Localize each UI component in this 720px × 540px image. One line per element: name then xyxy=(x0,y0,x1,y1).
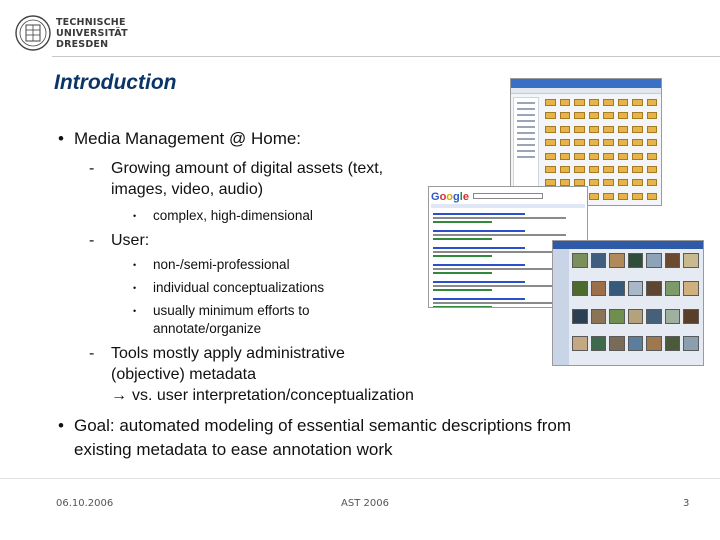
photo-gallery-screenshot xyxy=(552,240,704,366)
slide-title: Introduction xyxy=(54,71,177,94)
item-individual-conceptualizations: individual conceptualizations xyxy=(153,280,325,295)
photo-thumbnail xyxy=(628,281,644,296)
sub-tools-line2: (objective) metadata xyxy=(111,366,256,383)
photo-thumbnail xyxy=(628,336,644,351)
window-titlebar xyxy=(511,79,661,88)
bullet-marker: • xyxy=(58,129,64,148)
photo-thumbnail xyxy=(572,253,588,268)
small-bullet-marker: • xyxy=(133,260,137,270)
photo-thumbnail xyxy=(628,309,644,324)
item-minimum-efforts-line2: annotate/organize xyxy=(153,321,262,336)
photo-thumbnail xyxy=(572,309,588,324)
logo-line-2: UNIVERSITÄT xyxy=(56,28,128,39)
photo-thumbnail xyxy=(572,336,588,351)
photo-thumbnail xyxy=(683,281,699,296)
item-complex-high-dimensional: complex, high-dimensional xyxy=(153,208,313,223)
photo-thumbnail xyxy=(665,281,681,296)
photo-thumbnail xyxy=(646,309,662,324)
photo-thumbnail xyxy=(628,253,644,268)
photo-thumbnail xyxy=(646,253,662,268)
bullet-goal-line1: Goal: automated modeling of essential semantic descriptions from xyxy=(74,416,572,435)
dash-marker: - xyxy=(89,232,95,249)
footer-date: 06.10.2006 xyxy=(56,498,114,509)
bullet-goal-line2: existing metadata to ease annotation work xyxy=(74,440,393,459)
sub-growing-assets-line1: Growing amount of digital assets (text, xyxy=(111,160,384,177)
photo-thumbnail xyxy=(591,253,607,268)
page-number: 3 xyxy=(683,498,690,509)
sub-tools-line3: vs. user interpretation/conceptualization xyxy=(132,387,414,404)
results-band xyxy=(431,204,585,208)
item-minimum-efforts-line1: usually minimum efforts to xyxy=(153,303,310,318)
photo-thumbnail xyxy=(609,336,625,351)
search-box xyxy=(473,193,543,199)
arrow-marker: → xyxy=(111,387,127,404)
gallery-sidebar xyxy=(553,249,569,365)
dash-marker: - xyxy=(89,345,95,362)
gallery-titlebar xyxy=(553,241,703,249)
footer-event: AST 2006 xyxy=(341,498,389,509)
small-bullet-marker: • xyxy=(133,306,137,316)
photo-thumbnail xyxy=(683,253,699,268)
item-non-semi-professional: non-/semi-professional xyxy=(153,257,290,272)
university-logo xyxy=(14,14,128,54)
photo-thumbnail xyxy=(609,309,625,324)
small-bullet-marker: • xyxy=(133,211,137,221)
header-divider xyxy=(52,56,720,57)
bullet-media-management: Media Management @ Home: xyxy=(74,129,302,148)
footer-divider xyxy=(0,478,720,479)
photo-thumbnail xyxy=(665,253,681,268)
logo-line-3: DRESDEN xyxy=(56,39,109,50)
photo-thumbnail xyxy=(665,336,681,351)
photo-thumbnail xyxy=(646,336,662,351)
photo-thumbnail xyxy=(591,336,607,351)
photo-thumbnail xyxy=(609,253,625,268)
university-seal-icon xyxy=(14,14,52,52)
sub-growing-assets-line2: images, video, audio) xyxy=(111,181,264,198)
search-engine-logo: Google xyxy=(431,191,469,203)
window-toolbar xyxy=(511,88,661,94)
sub-user: User: xyxy=(111,232,150,249)
photo-thumbnail xyxy=(665,309,681,324)
university-wordmark xyxy=(56,17,128,50)
dash-marker: - xyxy=(89,160,95,177)
logo-line-1: TECHNISCHE xyxy=(56,17,126,28)
photo-thumbnail xyxy=(609,281,625,296)
bullet-marker: • xyxy=(58,416,64,435)
photo-thumbnail xyxy=(591,281,607,296)
photo-thumbnail xyxy=(646,281,662,296)
photo-thumbnail-grid xyxy=(572,253,699,361)
photo-thumbnail xyxy=(572,281,588,296)
photo-thumbnail xyxy=(591,309,607,324)
photo-thumbnail xyxy=(683,336,699,351)
small-bullet-marker: • xyxy=(133,283,137,293)
sub-tools-line1: Tools mostly apply administrative xyxy=(111,345,345,362)
photo-thumbnail xyxy=(683,309,699,324)
